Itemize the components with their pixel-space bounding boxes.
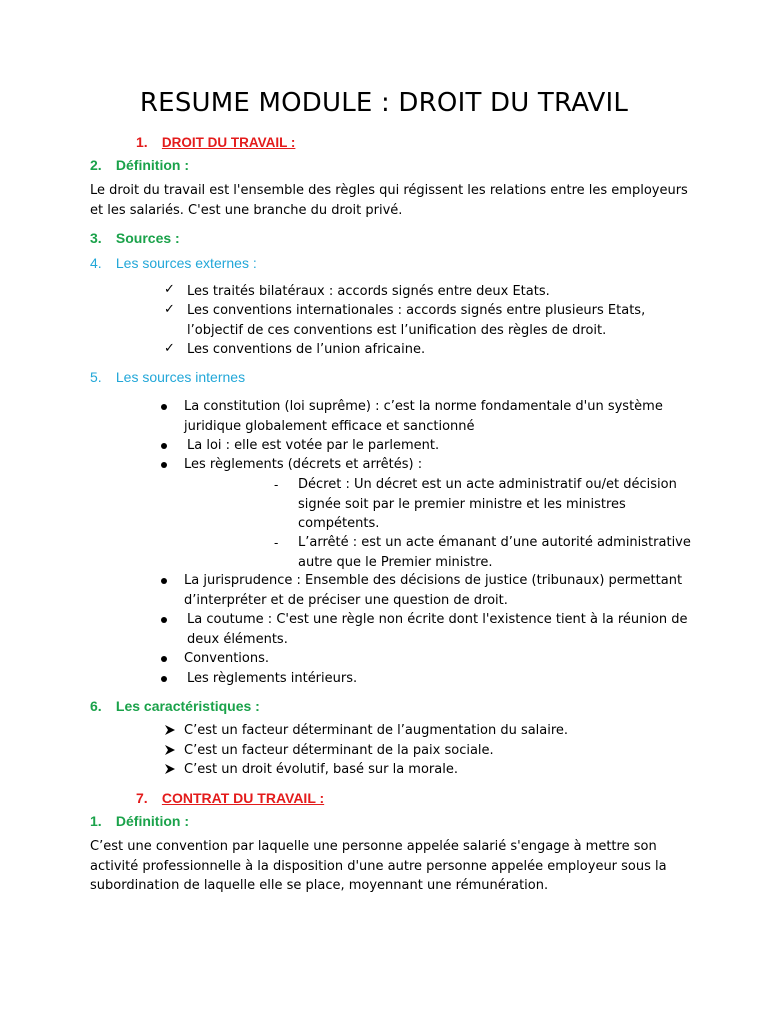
checkmark-icon: ✓ [164,281,175,296]
heading-contrat-du-travail [136,790,324,806]
text-line: Les règlements (décrets et arrêtés) : [184,457,423,472]
contrat-definition-paragraph [90,837,690,896]
heading-number: 5. [90,369,102,385]
list-item [187,340,425,360]
list-item [187,610,688,649]
heading-droit-du-travail [136,134,295,150]
text-line: l’objectif de ces conventions est l’unification des règles de droit. [187,322,607,338]
list-item [184,721,568,741]
text-line: d’interpréter et de préciser une question de droit. [184,592,508,608]
text-line: L’arrêté : est un acte émanant d’une autorité administrative [298,535,691,550]
text-line: autre que le Premier ministre. [298,554,493,570]
text-line: deux éléments. [187,631,288,647]
heading-sources [90,230,180,246]
text-line: Les conventions de l’union africaine. [187,342,426,357]
text-line: Les règlements intérieurs. [187,671,358,686]
definition-paragraph [90,181,690,220]
text-line: activité professionnelle à la disposition d'une autre personne appelée employeur sous la [90,858,667,874]
text-line: juridique globalement efficace et sanctionné [184,418,475,434]
heading-label: Définition : [115,813,189,829]
sub-list-item [298,533,691,572]
text-line: Les traités bilatéraux : accords signés entre deux Etats. [187,284,550,299]
text-line: C’est un facteur déterminant de la paix sociale. [184,743,494,758]
heading-sources-internes [90,369,245,385]
page-title: RESUME MODULE : DROIT DU TRAVIL [139,88,629,118]
text-line: Le droit du travail est l'ensemble des règles qui régissent les relations entre les employeurs [90,183,688,198]
list-item [187,669,357,689]
checkmark-icon: ✓ [164,340,175,355]
list-item [184,397,663,436]
round-bullet-icon [161,462,167,468]
text-line: et les salariés. C'est une branche du droit privé. [90,202,403,218]
heading-label: Les caractéristiques : [115,698,260,714]
heading-number: 2. [90,157,102,173]
text-line: signée soit par le premier ministre et les ministres [298,496,626,512]
text-line: La loi : elle est votée par le parlement. [187,438,440,453]
heading-label: CONTRAT DU TRAVAIL : [161,790,325,806]
round-bullet-icon [161,656,167,662]
text-line: La jurisprudence : Ensemble des décisions de justice (tribunaux) permettant [184,573,683,588]
arrowhead-bullet-icon [164,722,176,742]
list-item [187,282,550,302]
dash-marker: - [274,477,279,492]
heading-label: Les sources internes [115,369,246,385]
list-item [184,649,269,669]
round-bullet-icon [161,676,167,682]
checkmark-icon: ✓ [164,301,175,316]
heading-definition-contrat [90,813,189,829]
list-item [187,301,645,340]
dash-marker: - [274,535,279,550]
heading-number: 6. [90,698,102,714]
list-item [184,455,422,475]
heading-caracteristiques [90,698,260,714]
sub-list-item [298,475,677,534]
round-bullet-icon [161,443,167,449]
text-line: La constitution (loi suprême) : c’est la norme fondamentale d'un système [184,399,663,414]
heading-number: 4. [90,255,102,271]
text-line: C’est un facteur déterminant de l’augmentation du salaire. [184,723,569,738]
text-line: compétents. [298,516,380,531]
arrowhead-bullet-icon [164,761,176,781]
text-line: Décret : Un décret est un acte administratif ou/et décision [298,477,677,492]
heading-label: Sources : [115,230,180,246]
list-item [184,741,494,761]
list-item [187,436,439,456]
text-line: subordination de laquelle elle se place, moyennant une rémunération. [90,878,549,893]
list-item [184,571,682,610]
heading-number: 7. [136,790,148,806]
text-line: C’est un droit évolutif, basé sur la morale. [184,762,458,777]
text-line: La coutume : C'est une règle non écrite dont l'existence tient à la réunion de [187,612,688,627]
text-line: Les conventions internationales : accords signés entre plusieurs Etats, [187,303,646,318]
heading-number: 3. [90,230,102,246]
heading-number: 1. [90,813,102,829]
arrowhead-bullet-icon [164,742,176,762]
heading-label: Définition : [115,157,189,173]
heading-label: Les sources externes : [115,255,257,271]
heading-sources-externes [90,255,257,271]
round-bullet-icon [161,404,167,410]
text-line: Conventions. [184,651,270,666]
list-item [184,760,458,780]
text-line: C’est une convention par laquelle une personne appelée salarié s'engage à mettre son [90,839,657,854]
heading-number: 1. [136,134,148,150]
heading-label: DROIT DU TRAVAIL : [161,135,296,150]
round-bullet-icon [161,578,167,584]
round-bullet-icon [161,617,167,623]
heading-definition [90,157,189,173]
